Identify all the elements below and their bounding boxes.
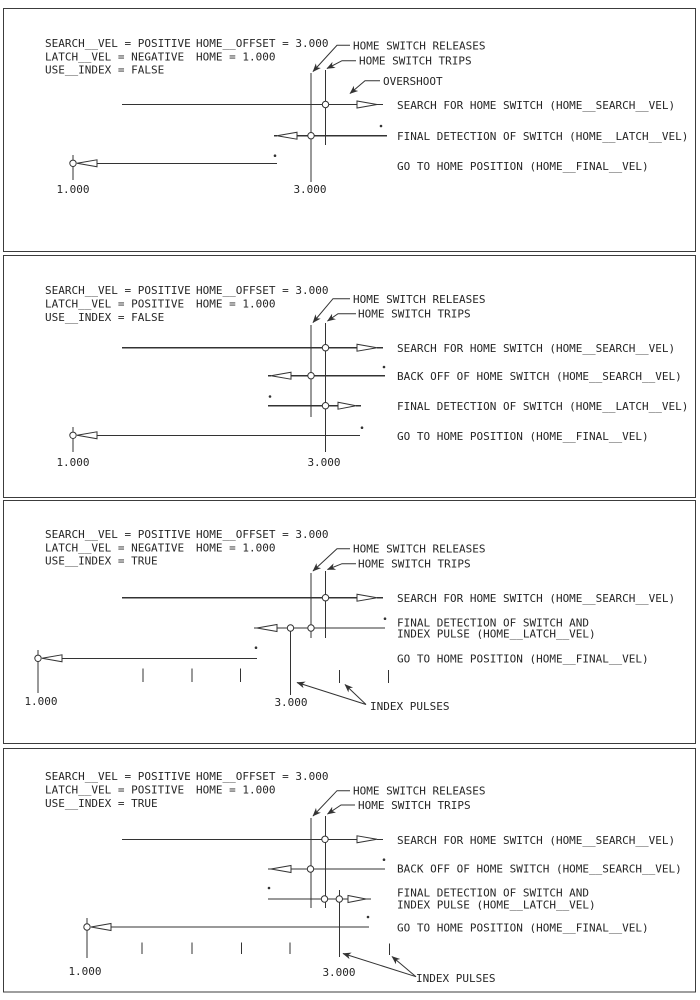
releases-leader-arrow [313,299,350,323]
callout-home-switch-releases: HOME SWITCH RELEASES [353,293,486,306]
param-home-offset: HOME__OFFSET = 3.000 [196,284,329,297]
position-marker-circle [322,345,328,351]
start-dot [361,426,364,429]
start-dot [380,125,383,128]
param-use-index: USE__INDEX = TRUE [45,554,158,568]
position-marker-circle [35,655,41,661]
releases-leader-arrow [313,791,350,816]
param-use-index: USE__INDEX = FALSE [45,311,165,324]
move-label-go-home: GO TO HOME POSITION (HOME__FINAL__VEL) [397,430,649,443]
param-search-vel: SEARCH__VEL = POSITIVE [45,528,191,541]
position-marker-circle [322,403,328,409]
start-dot [269,395,272,398]
position-marker-circle [322,836,328,842]
callout-home-switch-trips: HOME SWITCH TRIPS [358,307,471,321]
callout-overshoot: OVERSHOOT [383,75,443,88]
left-arrowhead [271,372,291,379]
move-label-latch-line2: INDEX PULSE (HOME__LATCH__VEL) [397,898,596,912]
start-dot [384,617,387,620]
param-latch-vel: LATCH__VEL = POSITIVE [45,297,185,311]
position-marker-circle [70,432,76,438]
trips-leader-arrow [328,314,357,321]
left-arrowhead [77,432,97,439]
move-label-back-off: BACK OFF OF HOME SWITCH (HOME__SEARCH__VEL) [397,370,682,383]
position-marker-circle [308,133,314,139]
right-arrowhead [348,896,366,903]
move-label-go-home: GO TO HOME POSITION (HOME__FINAL__VEL) [397,652,649,666]
position-marker-circle [336,896,342,902]
axis-label-home: 1.000 [24,695,58,708]
start-dot [274,154,277,157]
panel-1 [4,9,696,252]
start-dot [383,366,386,369]
index-pulses-label: INDEX PULSES [370,700,450,713]
position-marker-circle [322,101,328,107]
trips-leader-arrow [328,564,357,570]
move-label-latch: FINAL DETECTION OF SWITCH (HOME__LATCH__VEL) [397,130,689,143]
move-label-latch: FINAL DETECTION OF SWITCH (HOME__LATCH__VEL) [397,400,689,413]
param-home: HOME = 1.000 [196,541,276,555]
move-label-search: SEARCH FOR HOME SWITCH (HOME__SEARCH__VEL) [397,834,676,847]
left-arrowhead [42,655,62,662]
move-label-latch-line1: FINAL DETECTION OF SWITCH AND [397,886,590,900]
move-label-back-off: BACK OFF OF HOME SWITCH (HOME__SEARCH__VEL) [397,862,682,876]
right-arrowhead [357,594,377,601]
param-use-index: USE__INDEX = FALSE [45,63,165,77]
overshoot-leader-arrow [350,81,380,94]
start-dot [255,646,258,649]
move-label-latch-line2: INDEX PULSE (HOME__LATCH__VEL) [397,627,596,641]
position-marker-circle [322,595,328,601]
axis-label-offset: 3.000 [322,966,356,979]
param-home: HOME = 1.000 [196,50,276,64]
param-home-offset: HOME__OFFSET = 3.000 [196,37,329,50]
left-arrowhead [271,866,291,873]
param-latch-vel: LATCH__VEL = NEGATIVE [45,541,185,555]
start-dot [383,858,386,861]
left-arrowhead [257,625,277,632]
position-marker-circle [70,160,76,166]
panel-4 [4,749,696,993]
param-search-vel: SEARCH__VEL = POSITIVE [45,770,191,783]
left-arrowhead [277,132,297,139]
left-arrowhead [91,924,111,931]
callout-home-switch-trips: HOME SWITCH TRIPS [359,54,472,68]
position-marker-circle [84,924,90,930]
panel-3 [4,501,696,744]
axis-label-home: 1.000 [56,183,90,196]
axis-label-offset: 3.000 [274,696,308,709]
panel-2 [4,256,696,498]
callout-home-switch-releases: HOME SWITCH RELEASES [353,39,486,53]
param-home-offset: HOME__OFFSET = 3.000 [196,770,329,783]
axis-label-offset: 3.000 [293,183,327,196]
start-dot [268,887,271,890]
move-label-go-home: GO TO HOME POSITION (HOME__FINAL__VEL) [397,921,649,935]
index-pulses-leader-arrow [392,957,416,977]
param-search-vel: SEARCH__VEL = POSITIVE [45,37,191,50]
callout-home-switch-trips: HOME SWITCH TRIPS [358,799,471,812]
axis-label-home: 1.000 [68,965,102,978]
param-search-vel: SEARCH__VEL = POSITIVE [45,284,191,297]
callout-home-switch-releases: HOME SWITCH RELEASES [353,542,486,556]
right-arrowhead [357,344,377,351]
param-use-index: USE__INDEX = TRUE [45,797,158,810]
start-dot [367,916,370,919]
position-marker-circle [308,625,314,631]
position-marker-circle [321,896,327,902]
trips-leader-arrow [328,805,356,814]
position-marker-circle [307,866,313,872]
position-marker-circle [287,625,293,631]
left-arrowhead [77,160,97,167]
move-label-go-home: GO TO HOME POSITION (HOME__FINAL__VEL) [397,160,649,173]
param-latch-vel: LATCH__VEL = NEGATIVE [45,50,185,64]
index-pulses-label: INDEX PULSES [416,972,496,985]
move-label-search: SEARCH FOR HOME SWITCH (HOME__SEARCH__VEL) [397,342,676,355]
axis-label-offset: 3.000 [307,456,341,469]
param-home: HOME = 1.000 [196,297,276,311]
axis-label-home: 1.000 [56,456,90,469]
right-arrowhead [338,402,356,409]
right-arrowhead [357,101,377,108]
param-home: HOME = 1.000 [196,783,276,797]
callout-home-switch-releases: HOME SWITCH RELEASES [353,784,486,798]
move-label-search: SEARCH FOR HOME SWITCH (HOME__SEARCH__VEL) [397,99,676,112]
trips-leader-arrow [327,61,356,69]
callout-home-switch-trips: HOME SWITCH TRIPS [358,557,471,571]
move-label-latch-line1: FINAL DETECTION OF SWITCH AND [397,616,590,630]
position-marker-circle [308,373,314,379]
param-home-offset: HOME__OFFSET = 3.000 [196,528,329,541]
move-label-search: SEARCH FOR HOME SWITCH (HOME__SEARCH__VEL) [397,592,676,605]
right-arrowhead [357,836,377,843]
param-latch-vel: LATCH__VEL = POSITIVE [45,783,185,797]
